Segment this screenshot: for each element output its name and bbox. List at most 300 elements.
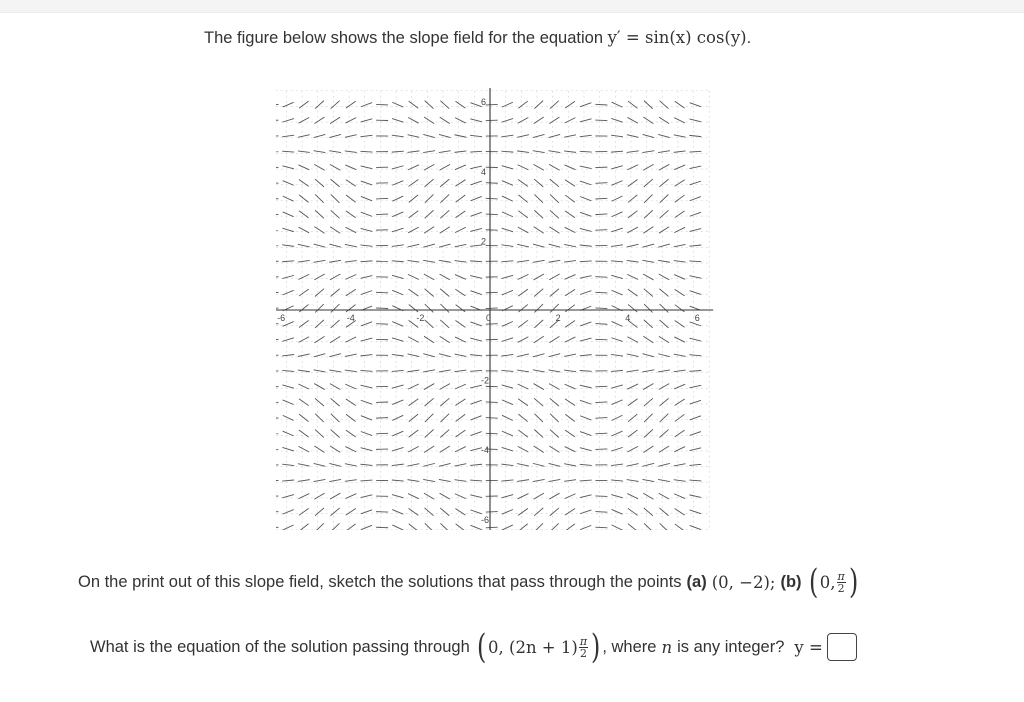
slope-segment [564,354,576,356]
slope-segment [470,432,481,436]
slope-segment [361,181,372,185]
slope-segment [549,227,559,233]
slope-segment [549,384,559,390]
question-equation [90,627,857,667]
slope-segment [346,195,356,202]
slope-segment [611,385,623,388]
intro-text [204,28,751,48]
fraction-denominator: 2 [579,646,587,660]
slope-segment [409,304,418,312]
slope-segment [675,430,685,437]
slope-segment [361,495,373,498]
slope-segment [550,414,559,422]
y-tick-label: 2 [481,236,487,247]
slope-segment [548,370,560,372]
slope-segment [534,508,543,516]
slope-segment [565,101,575,108]
slope-segment [408,274,419,279]
slope-segment [314,164,324,170]
slope-segment [298,151,310,153]
slope-segment [455,384,466,389]
slope-segment [346,414,356,421]
slope-segment [580,135,592,136]
slope-segment [549,336,559,342]
slope-segment [595,433,607,434]
slope-segment [314,336,324,343]
slope-segment [564,261,576,263]
slope-segment [283,196,294,201]
y-tick-label: -4 [481,445,490,456]
slope-segment [689,276,701,279]
slope-segment [658,354,670,357]
slope-segment [470,228,482,231]
slope-segment [502,228,513,232]
slope-segment [282,245,294,247]
slope-segment [534,179,543,187]
slope-segment [674,261,686,262]
slope-segment [501,480,513,481]
slope-segment [408,494,419,499]
slope-segment [580,291,591,295]
part-b-point: 0, [819,572,836,592]
slope-segment [392,464,404,465]
slope-segment [518,289,528,296]
slope-segment [643,244,655,247]
slope-segment [345,244,357,246]
slope-segment [329,463,341,466]
slope-segment [533,370,545,372]
slope-segment [565,337,576,342]
slope-segment [486,198,498,199]
part-b-fraction [837,571,846,594]
slope-segment [660,101,669,109]
slope-segment [361,448,373,451]
slope-segment [501,261,513,262]
slope-segment [643,384,653,390]
left-paren-icon: ( [476,627,487,667]
slope-segment [501,464,513,465]
slope-segment [644,101,653,109]
slope-segment [549,463,561,466]
slope-segment [470,495,482,498]
slope-segment [658,479,670,481]
slope-segment [440,289,449,297]
slope-segment [689,261,701,262]
slope-segment [518,508,528,515]
slope-segment [392,510,403,515]
slope-segment [518,180,528,187]
slope-segment [689,166,701,169]
slope-segment [689,371,701,372]
slope-segment [315,304,324,312]
slope-segment [580,151,592,152]
slope-segment [298,244,310,247]
slope-segment [533,479,545,481]
slope-segment [628,289,638,296]
slope-segment [330,493,340,499]
top-bar [0,0,1024,13]
slope-segment [565,195,575,202]
slope-segment [486,308,498,309]
slope-segment [534,336,544,343]
slope-segment [550,398,559,406]
slope-segment [659,289,668,297]
slope-segment [580,119,592,122]
answer-input[interactable] [827,633,857,661]
slope-segment [424,493,434,499]
question-sketch-text: On the print out of this slope field, sketch the solutions that pass through the points [78,572,682,591]
slope-segment [658,370,670,372]
slope-segment [502,338,513,342]
slope-segment [659,384,669,390]
slope-segment [456,195,466,202]
fraction-numerator: π [837,569,845,583]
slope-segment [409,414,418,422]
slope-segment [314,446,324,452]
slope-segment [611,354,623,356]
slope-segment [282,480,294,481]
slope-segment [518,211,528,218]
slope-segment [470,400,481,404]
x-tick-label: 6 [694,313,700,323]
slope-segment [644,414,653,422]
slope-segment [486,214,498,215]
question-where: , where [602,637,657,656]
slope-segment [548,260,560,262]
slope-segment [564,151,576,152]
slope-segment [454,480,466,482]
slope-segment [299,211,309,218]
slope-segment [298,370,310,372]
slope-segment [392,102,403,107]
slope-segment [689,480,701,481]
slope-segment [329,479,341,481]
slope-segment [425,210,434,218]
slope-segment [549,117,559,124]
slope-segment [689,448,701,451]
slope-segment [689,464,701,465]
slope-segment [424,446,434,452]
slope-segment [580,480,592,481]
slope-segment [580,245,592,246]
slope-segment [440,414,449,422]
slope-segment [689,151,701,152]
slope-segment [425,430,434,438]
slope-segment [392,447,403,451]
slope-segment [315,398,324,406]
slope-segment [534,430,543,438]
slope-segment [455,399,465,406]
slope-segment [392,338,403,342]
slope-segment [440,446,450,452]
slope-segment [643,274,653,280]
slope-segment [517,354,529,357]
slope-segment [315,414,324,422]
slope-segment [392,228,403,232]
slope-segment [534,320,543,328]
slope-segment [407,260,419,262]
slope-segment [549,493,559,499]
slope-segment [425,194,434,202]
x-tick-label: 2 [555,313,561,323]
slope-segment [580,525,591,529]
slope-segment [564,244,576,246]
slope-segment [331,508,340,516]
slope-segment [689,385,701,388]
slope-segment [628,195,637,203]
slope-segment [329,244,341,247]
slope-segment [283,415,294,420]
slope-segment [580,322,591,326]
slope-segment [425,289,434,297]
slope-segment [658,134,670,137]
slope-segment [298,135,310,138]
slope-segment [283,212,294,217]
slope-segment [502,275,514,278]
slope-segment [423,463,435,466]
slope-segment [565,289,575,296]
slope-segment [643,493,653,499]
slope-segment [360,245,372,246]
slope-segment [534,194,543,202]
slope-segment [424,164,434,170]
slope-segment [565,275,576,280]
slope-segment [595,324,607,325]
slope-segment [439,151,451,153]
slope-segment [611,480,623,481]
slope-segment [409,195,418,203]
slope-segment [314,493,324,499]
answer-prefix: y = [794,637,823,657]
intro-period: . [746,29,752,47]
slope-segment [502,495,514,498]
slope-segment [282,166,294,169]
slope-segment [470,276,482,279]
slope-segment [486,433,498,434]
y-tick-label: -2 [481,375,490,386]
slope-segment [611,261,623,262]
slope-segment [392,119,403,123]
slope-segment [534,398,543,406]
solution-point: 0, (2n + 1) [488,637,578,657]
slope-segment [455,135,467,138]
slope-segment [689,229,701,232]
slope-segment [299,101,309,108]
slope-segment [360,135,372,136]
slope-segment [409,289,419,296]
slope-segment [282,338,293,342]
slope-segment [440,336,450,342]
slope-segment [470,135,482,136]
slope-segment [360,480,372,481]
slope-field-plot [276,88,728,530]
slope-segment [424,274,434,280]
slope-segment [299,508,309,515]
slope-segment [533,151,545,153]
slope-segment [580,355,592,356]
slope-segment [644,304,653,312]
slope-segment [642,370,654,372]
slope-segment [392,370,404,371]
slope-segment [409,211,419,218]
y-tick-label: -6 [481,514,490,525]
slope-segment [549,446,559,452]
slope-segment [690,510,701,514]
slope-segment [454,151,466,152]
slope-segment [534,227,544,234]
slope-segment [361,510,372,514]
slope-segment [331,398,340,406]
slope-segment [658,151,670,153]
x-tick-label: -4 [346,313,355,323]
slope-segment [611,464,623,466]
slope-segment [455,447,466,452]
slope-segment [392,525,403,530]
slope-segment [360,464,372,465]
slope-segment [644,430,653,438]
slope-segment [423,244,435,247]
slope-segment [628,211,638,218]
slope-segment [628,179,638,186]
slope-segment [345,354,357,356]
slope-segment [456,414,466,421]
slope-segment [331,289,340,297]
slope-segment [470,322,481,326]
slope-segment [659,117,669,124]
slope-segment [628,414,637,422]
slope-segment [345,370,357,372]
slope-segment [409,399,419,406]
slope-segment [345,151,357,152]
slope-segment [329,370,341,372]
slope-segment [408,337,419,343]
slope-segment [580,385,592,388]
slope-segment [330,274,340,280]
slope-segment [502,118,513,122]
slope-segment [283,181,294,186]
slope-segment [440,210,449,218]
slope-segment [470,464,482,465]
slope-segment [565,305,575,312]
slope-segment [518,384,529,389]
slope-segment [580,370,592,371]
slope-segment [659,398,668,406]
slope-segment [689,245,701,246]
slope-segment [314,134,326,137]
slope-segment [643,164,653,170]
slope-segment [675,211,685,218]
slope-segment [689,338,701,341]
slope-segment [659,227,669,233]
slope-segment [298,384,309,389]
slope-segment [423,260,435,262]
slope-segment [518,399,528,406]
slope-segment [440,320,449,328]
slope-segment [314,117,324,124]
slope-segment [548,151,560,153]
slope-segment [517,135,529,138]
slope-segment [314,227,324,234]
slope-segment [425,398,434,406]
slope-segment [470,261,482,262]
slope-segment [331,179,340,187]
slope-segment [440,398,449,406]
slope-segment [282,275,294,278]
slope-segment [455,289,465,296]
slope-segment [392,261,404,262]
slope-segment [314,274,324,280]
slope-segment [329,354,341,357]
slope-segment [675,414,685,421]
slope-segment [392,290,403,295]
slope-segment [361,385,373,388]
slope-segment [314,260,326,262]
slope-segment [440,493,450,499]
slope-segment [299,446,310,452]
slope-segment [408,354,420,357]
slope-segment [331,210,340,218]
slope-segment [282,228,293,232]
slope-segment [330,446,340,452]
slope-segment [314,244,326,247]
slope-segment [580,400,591,404]
slope-segment [595,183,607,184]
slope-segment [660,304,669,312]
slope-segment [627,370,639,372]
slope-segment [564,464,576,466]
slope-segment [565,430,575,437]
slope-segment [501,245,513,247]
slope-segment [518,195,527,203]
slope-segment [346,180,356,187]
slope-segment [658,463,670,466]
slope-segment [455,321,465,328]
fraction-denominator: 2 [837,581,845,595]
slope-segment [533,354,545,357]
slope-segment [518,430,528,437]
slope-segment [534,101,543,109]
slope-segment [455,464,467,466]
slope-segment [440,227,450,233]
slope-segment [595,512,607,513]
slope-segment [644,179,653,187]
slope-segment [360,261,372,262]
slope-segment [627,260,639,262]
slope-segment [627,464,639,466]
slope-segment [455,354,467,356]
slope-segment [549,354,561,357]
slope-segment [455,165,466,170]
slope-segment [628,101,638,108]
slope-segment [611,370,623,371]
slope-segment [486,183,498,184]
slope-segment [345,480,357,482]
slope-segment [675,305,685,312]
slope-segment [549,134,561,137]
slope-segment [361,431,372,435]
slope-segment [549,244,561,247]
slope-segment [518,227,529,233]
slope-segment [486,292,498,293]
slope-segment [315,101,324,109]
slope-segment [282,151,294,152]
slope-segment [517,464,529,466]
slope-segment [517,244,529,247]
slope-segment [361,228,373,231]
slope-segment [690,119,702,122]
slope-segment [345,135,357,138]
slope-segment [282,261,294,262]
